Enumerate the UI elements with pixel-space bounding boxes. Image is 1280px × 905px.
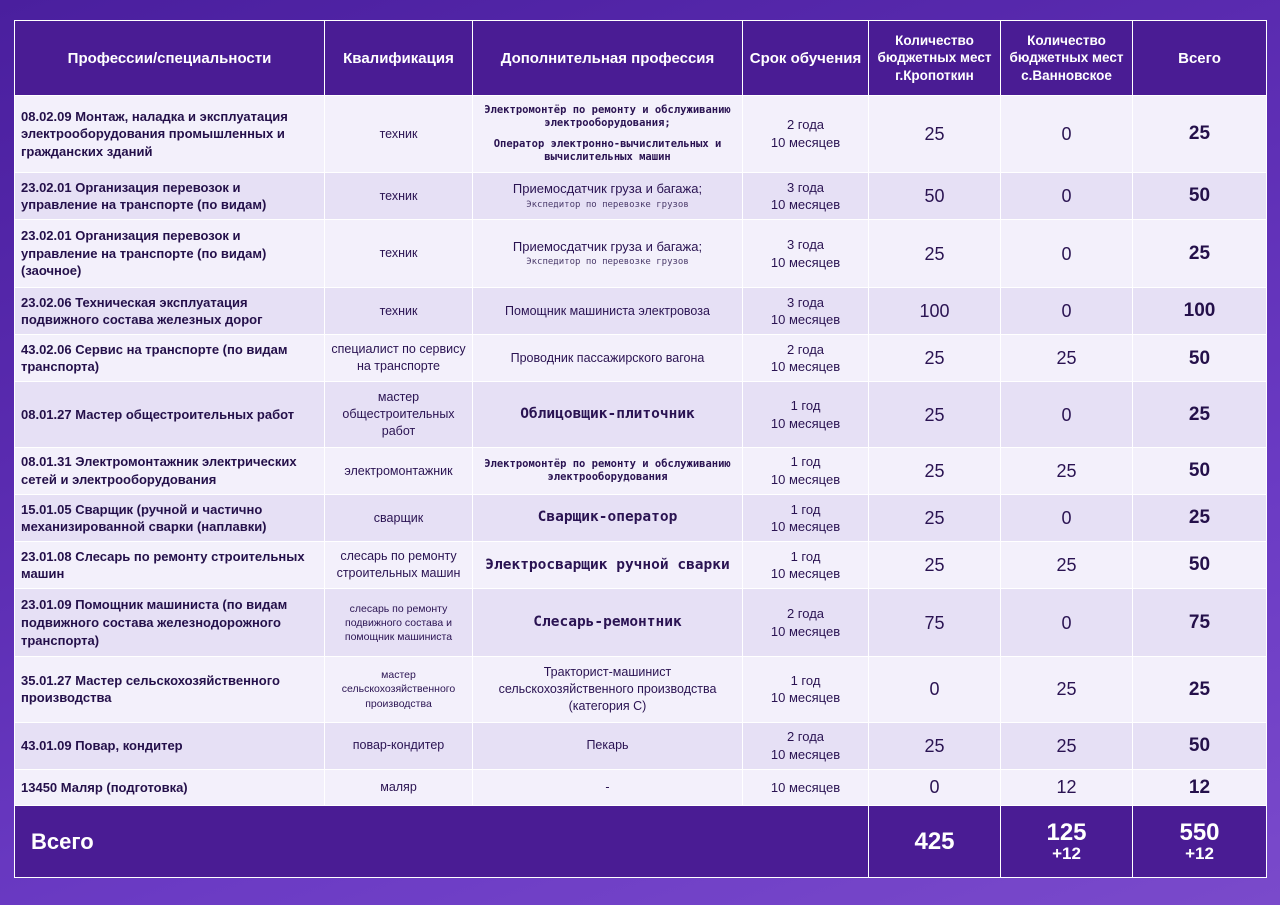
kropotkin-seats-cell: 25 [869, 447, 1001, 494]
term-cell [743, 769, 869, 805]
admissions-table-frame [14, 20, 1266, 878]
row-total-cell: 25 [1133, 495, 1267, 542]
qualification-cell: маляр [325, 769, 473, 805]
footer-vannovskoe-extra: +12 [1052, 844, 1081, 864]
vannovskoe-seats-cell: 25 [1001, 722, 1133, 769]
term-primary: 3 года [786, 179, 825, 195]
profession-cell: 08.02.09 Монтаж, наладка и эксплуатация электрооборудования промышленных и гражданских зданий [15, 96, 325, 173]
additional-profession-cell [473, 220, 743, 288]
table-body [15, 96, 1267, 806]
table-row [15, 335, 1267, 382]
table-row [15, 173, 1267, 220]
qualification-cell: слесарь по ремонту строительных машин [325, 542, 473, 589]
term-primary: 1 год [790, 672, 821, 688]
header-vannovskoe-seats: Количество бюджетных мест с.Ванновское [1001, 21, 1133, 96]
term-secondary: 10 месяцев [770, 197, 841, 213]
term-secondary: 10 месяцев [770, 690, 841, 706]
footer-kropotkin-value: 425 [914, 827, 955, 855]
qualification-cell: сварщик [325, 495, 473, 542]
footer-vannovskoe-value: 125 [1046, 818, 1087, 846]
profession-cell: 23.02.06 Техническая эксплуатация подвижного состава железных дорог [15, 288, 325, 335]
header-total: Всего [1133, 21, 1267, 96]
table-row [15, 220, 1267, 288]
additional-profession-primary: Электросварщик ручной сварки [485, 556, 730, 573]
additional-profession-cell [473, 542, 743, 589]
additional-profession-cell [473, 382, 743, 447]
row-total-cell: 50 [1133, 335, 1267, 382]
additional-profession-primary: Облицовщик-плиточник [520, 405, 695, 422]
additional-profession-cell [473, 288, 743, 335]
row-total-cell: 25 [1133, 657, 1267, 722]
term-cell [743, 335, 869, 382]
qualification-cell: техник [325, 173, 473, 220]
additional-profession-cell [473, 335, 743, 382]
term-cell [743, 96, 869, 173]
term-secondary: 10 месяцев [770, 135, 841, 151]
qualification-cell: техник [325, 220, 473, 288]
profession-cell: 43.01.09 Повар, кондитер [15, 722, 325, 769]
profession-cell: 23.01.09 Помощник машиниста (по видам подвижного состава железнодорожного транспорта) [15, 589, 325, 657]
table-row [15, 589, 1267, 657]
table-row [15, 382, 1267, 447]
table-row [15, 288, 1267, 335]
term-primary: 1 год [790, 454, 821, 470]
additional-profession-cell [473, 96, 743, 173]
term-cell [743, 288, 869, 335]
profession-cell: 43.02.06 Сервис на транспорте (по видам транспорта) [15, 335, 325, 382]
profession-cell: 23.02.01 Организация перевозок и управление на транспорте (по видам) [15, 173, 325, 220]
additional-profession-cell [473, 495, 743, 542]
row-total-cell: 12 [1133, 769, 1267, 805]
kropotkin-seats-cell: 0 [869, 657, 1001, 722]
term-secondary: 10 месяцев [770, 566, 841, 582]
qualification-cell: слесарь по ремонту подвижного состава и помощник машиниста [325, 589, 473, 657]
vannovskoe-seats-cell: 0 [1001, 288, 1133, 335]
footer-kropotkin-total [869, 806, 1001, 878]
qualification-cell: электромонтажник [325, 447, 473, 494]
table-row [15, 657, 1267, 722]
footer-row [15, 806, 1267, 878]
term-cell [743, 173, 869, 220]
vannovskoe-seats-cell: 0 [1001, 220, 1133, 288]
profession-cell: 23.01.08 Слесарь по ремонту строительных машин [15, 542, 325, 589]
kropotkin-seats-cell: 100 [869, 288, 1001, 335]
additional-profession-cell [473, 589, 743, 657]
term-cell [743, 447, 869, 494]
header-profession: Профессии/специальности [15, 21, 325, 96]
profession-cell: 08.01.27 Мастер общестроительных работ [15, 382, 325, 447]
additional-profession-primary: Приемосдатчик груза и багажа; [512, 181, 703, 197]
term-cell [743, 589, 869, 657]
header-additional-profession: Дополнительная профессия [473, 21, 743, 96]
kropotkin-seats-cell: 25 [869, 495, 1001, 542]
term-primary: 2 года [786, 729, 825, 745]
additional-profession-secondary: Оператор электронно-вычислительных и вычислительных машин [493, 138, 722, 164]
term-primary: 3 года [786, 294, 825, 310]
additional-profession-primary: Помощник машиниста электровоза [505, 303, 710, 318]
term-cell [743, 542, 869, 589]
footer-grand-extra: +12 [1185, 844, 1214, 864]
profession-cell: 13450 Маляр (подготовка) [15, 769, 325, 805]
term-cell [743, 382, 869, 447]
table-row [15, 722, 1267, 769]
term-cell [743, 657, 869, 722]
vannovskoe-seats-cell: 0 [1001, 589, 1133, 657]
kropotkin-seats-cell: 25 [869, 722, 1001, 769]
term-secondary: 10 месяцев [770, 519, 841, 535]
qualification-cell: техник [325, 288, 473, 335]
vannovskoe-seats-cell: 25 [1001, 657, 1133, 722]
profession-cell: 35.01.27 Мастер сельскохозяйственного производства [15, 657, 325, 722]
term-primary: 3 года [786, 237, 825, 253]
footer-vannovskoe-total [1001, 806, 1133, 878]
term-primary: 2 года [786, 341, 825, 357]
additional-profession-primary: Слесарь-ремонтник [533, 614, 682, 631]
row-total-cell: 50 [1133, 173, 1267, 220]
term-cell [743, 722, 869, 769]
additional-profession-primary: Пекарь [586, 738, 629, 753]
footer-grand-total [1133, 806, 1267, 878]
additional-profession-cell [473, 447, 743, 494]
footer-total-label: Всего [15, 806, 869, 878]
qualification-cell: техник [325, 96, 473, 173]
additional-profession-primary: Проводник пассажирского вагона [510, 350, 705, 365]
term-primary: 1 год [790, 548, 821, 564]
term-secondary: 10 месяцев [770, 471, 841, 487]
kropotkin-seats-cell: 75 [869, 589, 1001, 657]
kropotkin-seats-cell: 0 [869, 769, 1001, 805]
profession-cell: 23.02.01 Организация перевозок и управление на транспорте (по видам) (заочное) [15, 220, 325, 288]
additional-profession-secondary: Экспедитор по перевозке грузов [526, 257, 689, 268]
term-primary: 1 год [790, 501, 821, 517]
term-secondary: 10 месяцев [770, 312, 841, 328]
vannovskoe-seats-cell: 25 [1001, 335, 1133, 382]
header-qualification: Квалификация [325, 21, 473, 96]
row-total-cell: 25 [1133, 96, 1267, 173]
row-total-cell: 25 [1133, 382, 1267, 447]
additional-profession-cell [473, 722, 743, 769]
vannovskoe-seats-cell: 0 [1001, 173, 1133, 220]
vannovskoe-seats-cell: 0 [1001, 96, 1133, 173]
qualification-cell: мастер сельскохозяйственного производства [325, 657, 473, 722]
profession-cell: 08.01.31 Электромонтажник электрических сетей и электрооборудования [15, 447, 325, 494]
term-cell [743, 495, 869, 542]
term-secondary: 10 месяцев [770, 254, 841, 270]
qualification-cell: повар-кондитер [325, 722, 473, 769]
kropotkin-seats-cell: 25 [869, 542, 1001, 589]
kropotkin-seats-cell: 25 [869, 220, 1001, 288]
vannovskoe-seats-cell: 25 [1001, 447, 1133, 494]
footer-grand-value: 550 [1179, 818, 1220, 846]
additional-profession-primary: - [605, 779, 610, 794]
qualification-cell: специалист по сервису на транспорте [325, 335, 473, 382]
additional-profession-cell [473, 769, 743, 805]
term-primary: 2 года [786, 606, 825, 622]
header-row [15, 21, 1267, 96]
term-secondary: 10 месяцев [770, 623, 841, 639]
term-primary: 1 год [790, 398, 821, 414]
table-row [15, 495, 1267, 542]
term-secondary: 10 месяцев [770, 746, 841, 762]
row-total-cell: 75 [1133, 589, 1267, 657]
admissions-table [14, 20, 1267, 878]
table-row [15, 769, 1267, 805]
row-total-cell: 25 [1133, 220, 1267, 288]
header-term: Срок обучения [743, 21, 869, 96]
term-secondary: 10 месяцев [770, 359, 841, 375]
additional-profession-primary: Приемосдатчик груза и багажа; [512, 238, 703, 254]
row-total-cell: 100 [1133, 288, 1267, 335]
additional-profession-primary: Электромонтёр по ремонту и обслуживанию электрооборудования; [484, 103, 731, 129]
additional-profession-cell [473, 657, 743, 722]
vannovskoe-seats-cell: 0 [1001, 495, 1133, 542]
row-total-cell: 50 [1133, 542, 1267, 589]
qualification-cell: мастер общестроительных работ [325, 382, 473, 447]
term-secondary: 10 месяцев [770, 415, 841, 431]
header-kropotkin-seats: Количество бюджетных мест г.Кропоткин [869, 21, 1001, 96]
table-row [15, 542, 1267, 589]
table-row [15, 447, 1267, 494]
additional-profession-primary: Тракторист-машинист сельскохозяйственного производства (категория С) [498, 665, 717, 713]
vannovskoe-seats-cell: 25 [1001, 542, 1133, 589]
additional-profession-secondary: Экспедитор по перевозке грузов [526, 199, 689, 210]
row-total-cell: 50 [1133, 722, 1267, 769]
additional-profession-primary: Электромонтёр по ремонту и обслуживанию электрооборудования [484, 457, 731, 483]
row-total-cell: 50 [1133, 447, 1267, 494]
profession-cell: 15.01.05 Сварщик (ручной и частично механизированной сварки (наплавки) [15, 495, 325, 542]
kropotkin-seats-cell: 50 [869, 173, 1001, 220]
additional-profession-cell [473, 173, 743, 220]
kropotkin-seats-cell: 25 [869, 96, 1001, 173]
term-primary: 2 года [786, 117, 825, 133]
vannovskoe-seats-cell: 12 [1001, 769, 1133, 805]
term-primary: 10 месяцев [770, 779, 841, 795]
kropotkin-seats-cell: 25 [869, 335, 1001, 382]
kropotkin-seats-cell: 25 [869, 382, 1001, 447]
additional-profession-primary: Сварщик-оператор [537, 509, 678, 526]
table-row [15, 96, 1267, 173]
vannovskoe-seats-cell: 0 [1001, 382, 1133, 447]
term-cell [743, 220, 869, 288]
